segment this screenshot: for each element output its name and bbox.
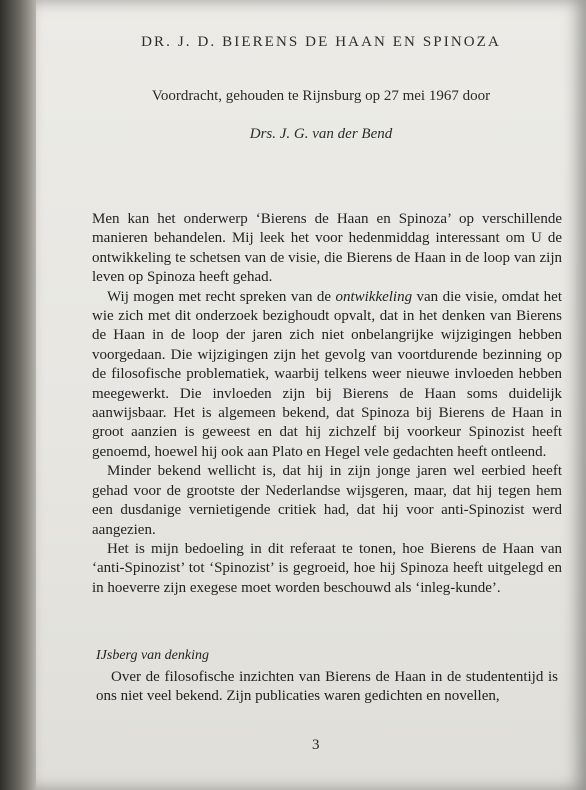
section-body (96, 668, 558, 706)
paragraph-1: Men kan het onderwerp ‘Bierens de Haan en Spinoza’ op verschillende manieren behandelen. Mij leek het voor hedenmiddag interessant om U de ontwikkeling te schetsen van de visie, die Bierens de Haan in de loop van zijn leven op Spinoza heeft gehad. (92, 211, 562, 286)
body-text (92, 210, 562, 598)
page-title: DR. J. D. BIERENS DE HAAN EN SPINOZA (141, 34, 501, 50)
page-subtitle: Voordracht, gehouden te Rijnsburg op 27 mei 1967 door (151, 88, 491, 104)
author-line: Drs. J. G. van der Bend (249, 126, 393, 142)
paragraph-2-prefix: Wij mogen met recht spreken van de (107, 288, 336, 305)
section-paragraph: Over de filosofische inzichten van Bierens de Haan in de studententijd is ons niet veel bekend. Zijn publicaties waren gedichten en novellen, (96, 669, 558, 704)
paragraph-2 (92, 288, 562, 463)
paragraph-2-suffix: van die visie, omdat het wie zich met dit onderzoek bezighoudt opvalt, dat in het denken van Bierens de Haan in de loop der jaren zich niet onbelangrijke wijzigingen hebben voorgedaan. Die wijzigingen zijn het gevolg van voortdurende bezinning op de filosofische problematiek, waarbij telkens weer nieuwe invloeden hebben meegewerkt. Die invloeden zijn bij Bierens de Haan soms duidelijk aanwijsbaar. Het is algemeen bekend, dat Spinoza bij Bierens de Haan in groot aanzien is geweest en dat hij zichzelf bij voorkeur Spinozist heeft genoemd, hoewel hij ook aan Plato en Hegel vele gedachten heeft ontleend. (92, 288, 562, 460)
paragraph-3: Minder bekend wellicht is, dat hij in zijn jonge jaren wel eerbied heeft gehad voor de grootste der Nederlandse wijsgeren, maar, dat hij tegen hem een dusdanige vernietigende critiek had, dat hij voor anti-Spinozist werd aangezien. (92, 463, 562, 538)
paragraph-2-emphasis: ontwikkeling (335, 288, 413, 305)
paragraph-4: Het is mijn bedoeling in dit referaat te tonen, hoe Bierens de Haan van ‘anti-Spinozist’ tot ‘Spinozist’ is gegroeid, hoe hij Spinoza heeft uitgelegd en in hoeverre zijn exegese moet worden beschouwd als ‘inleg-kunde’. (92, 540, 562, 596)
book-page (36, 0, 586, 790)
page-number: 3 (312, 737, 320, 753)
section-heading: IJsberg van denking (96, 648, 209, 663)
